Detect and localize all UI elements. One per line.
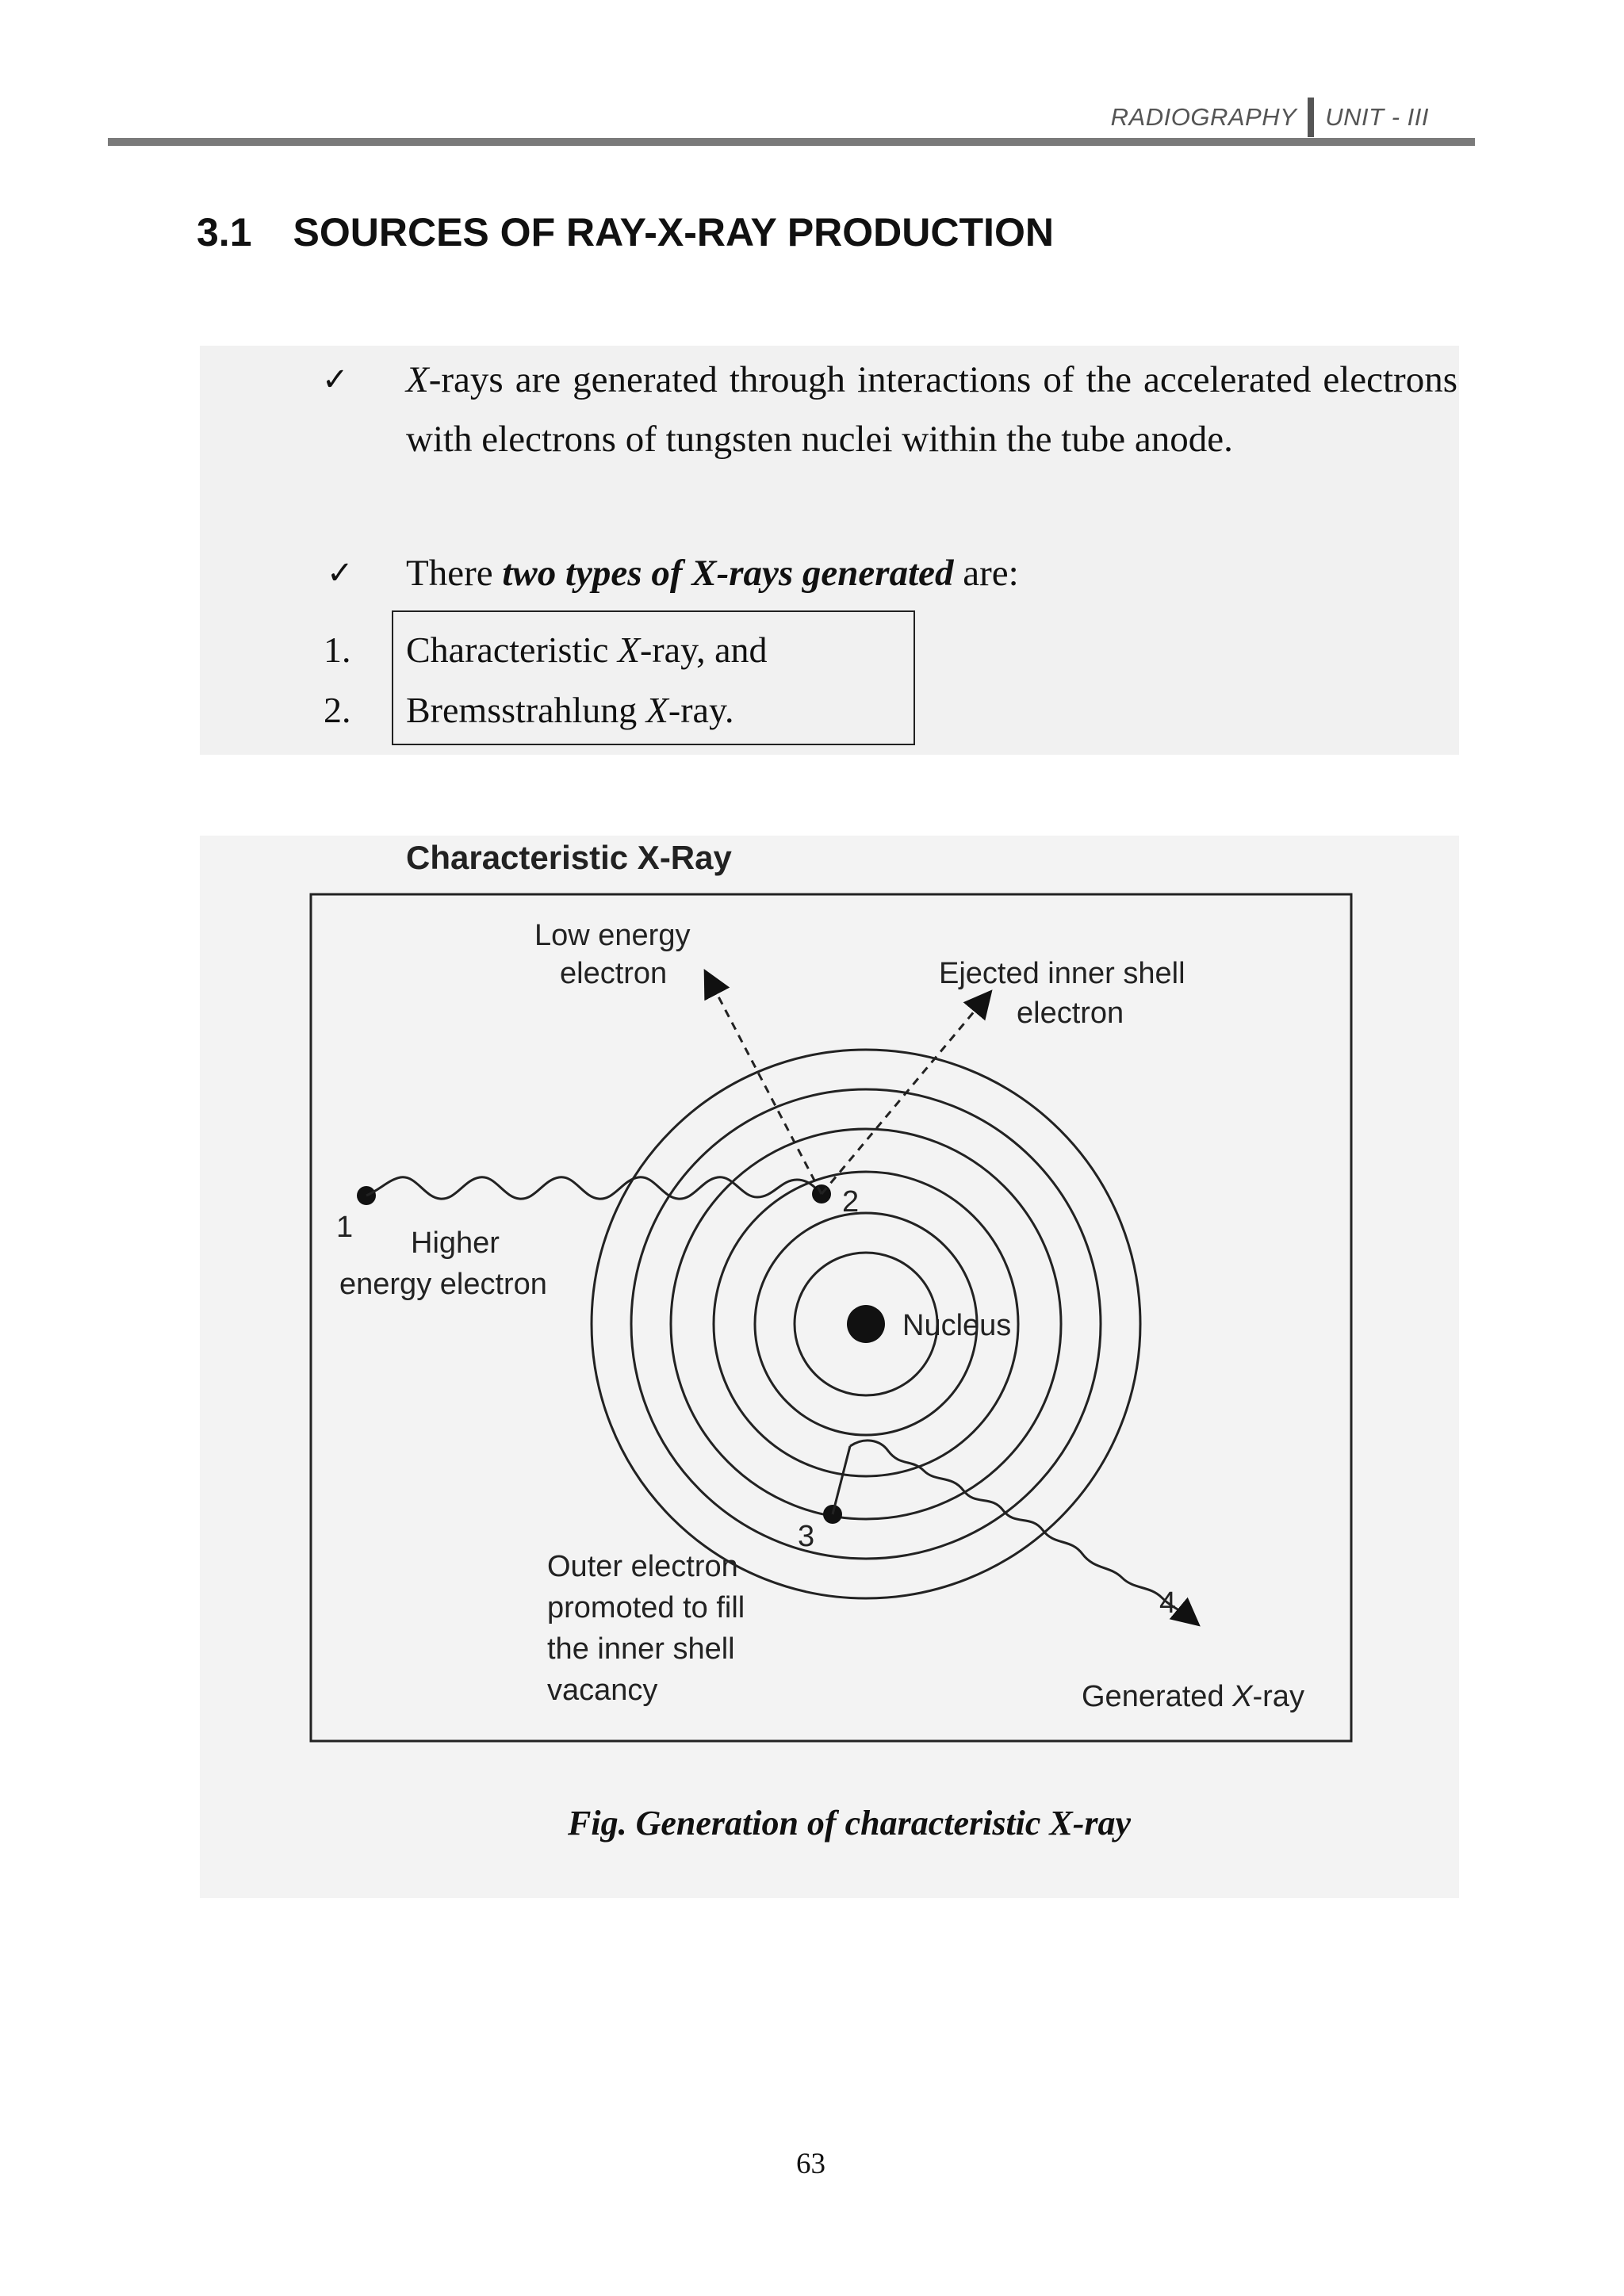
bullet-body: -rays are generated through interactions of the accelerated electrons with electrons of tungsten nuclei within the tube anode. — [406, 359, 1457, 460]
incoming-electron-path — [366, 1177, 821, 1199]
variable-x: X — [406, 359, 429, 400]
generated-xray-arrow — [850, 1441, 1189, 1617]
point-4-label: 4 — [1159, 1586, 1177, 1620]
higher-energy-label-2: energy electron — [339, 1268, 547, 1301]
list-text: Characteristic X-ray, and — [406, 629, 768, 670]
higher-energy-label-1: Higher — [411, 1226, 500, 1260]
promotion-path — [833, 1446, 850, 1514]
point-1-label: 1 — [336, 1211, 354, 1244]
ejected-electron-arrow — [822, 1001, 983, 1194]
point-3-label: 3 — [798, 1520, 815, 1553]
page-number: 63 — [796, 2148, 825, 2180]
outer-electron-label-3: the inner shell — [547, 1632, 735, 1666]
diagram-frame — [311, 894, 1351, 1741]
checkmark-icon: ✓ — [322, 362, 349, 398]
header-unit: UNIT - III — [1325, 103, 1429, 131]
list-number: 2. — [324, 690, 351, 730]
nucleus-label: Nucleus — [902, 1309, 1012, 1342]
low-energy-label-2: electron — [560, 957, 668, 990]
outer-electron-label-2: promoted to fill — [547, 1591, 745, 1624]
section-title: SOURCES OF RAY-X-RAY PRODUCTION — [293, 210, 1054, 254]
low-energy-label-1: Low energy — [534, 919, 691, 952]
emphasis-text: two types of X-rays generated — [502, 553, 954, 594]
nucleus-dot — [847, 1305, 885, 1343]
figure-caption: Fig. Generation of characteristic X-ray — [568, 1804, 1132, 1843]
ejected-label-2: electron — [1017, 997, 1124, 1030]
generated-xray-label: Generated X-ray — [1082, 1680, 1304, 1713]
outer-electron-label-1: Outer electron — [547, 1550, 738, 1583]
header-subject: RADIOGRAPHY — [1110, 103, 1297, 131]
ejected-label-1: Ejected inner shell — [939, 957, 1185, 990]
section-number: 3.1 — [197, 210, 252, 254]
diagram-title: Characteristic X-Ray — [406, 839, 732, 876]
checkmark-icon: ✓ — [327, 555, 354, 591]
outer-electron-label-4: vacancy — [547, 1674, 658, 1707]
list-number: 1. — [324, 629, 351, 670]
point-2-label: 2 — [842, 1185, 860, 1219]
bullet-text: There two types of X-rays generated are: — [406, 553, 1019, 594]
list-text: Bremsstrahlung X-ray. — [406, 690, 734, 730]
